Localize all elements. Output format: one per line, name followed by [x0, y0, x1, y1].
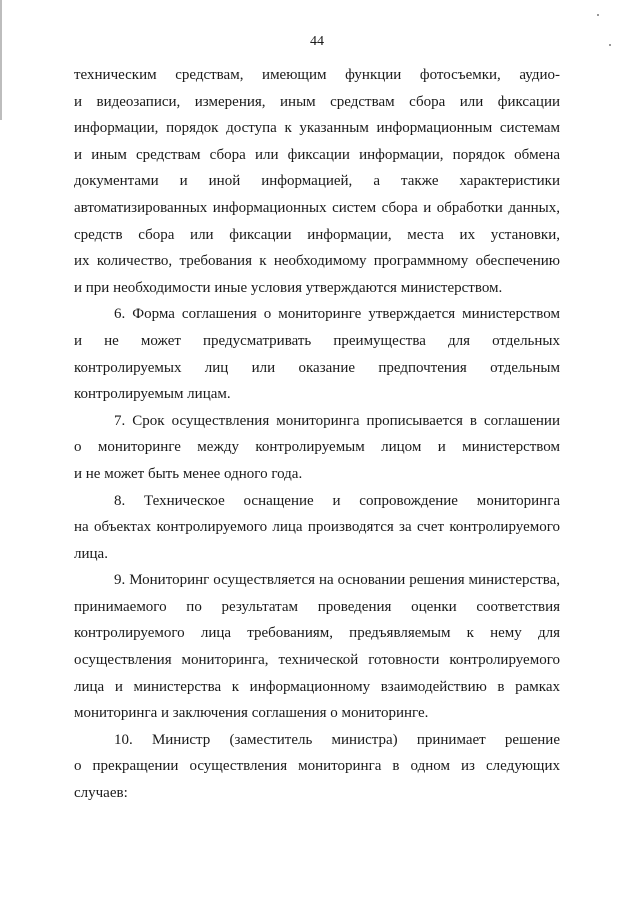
- text-line: на объектах контролируемого лица производятся за счет контролируемого: [74, 519, 560, 536]
- text-line: и иным средствам сбора или фиксации информации, порядок обмена: [74, 146, 560, 163]
- text-line: мониторинга и заключения соглашения о мониторинге.: [74, 705, 429, 722]
- text-line: 7. Срок осуществления мониторинга прописывается в соглашении: [114, 412, 560, 429]
- text-line: лица и министерства к информационному взаимодействию в рамках: [74, 678, 560, 695]
- paragraph-10: [74, 727, 560, 807]
- paragraph-9: [74, 567, 560, 727]
- text-line: осуществления мониторинга, технической готовности контролируемого: [74, 652, 560, 669]
- text-line: документами и иной информацией, а также характеристики: [74, 173, 560, 190]
- page-number: 44: [310, 34, 324, 49]
- text-line: контролируемых лиц или оказание предпочтения отдельным: [74, 359, 560, 376]
- text-line: и не может быть менее одного года.: [74, 465, 303, 482]
- text-line: контролируемого лица требованиям, предъявляемым к нему для: [74, 625, 560, 642]
- paragraph-6: [74, 301, 560, 407]
- text-line: и при необходимости иные условия утверждаются министерством.: [74, 279, 503, 296]
- text-line: о мониторинге между контролируемым лицом и министерством: [74, 439, 560, 456]
- scan-edge-mark: [0, 0, 2, 120]
- text-line: 8. Техническое оснащение и сопровождение мониторинга: [114, 492, 560, 509]
- text-line: техническим средствам, имеющим функции фотосъемки, аудио-: [74, 67, 560, 83]
- paragraph-continuation: [74, 62, 560, 301]
- text-line: лица.: [74, 545, 108, 562]
- text-line: и видеозаписи, измерения, иным средствам сбора или фиксации: [74, 93, 560, 110]
- text-line: случаев:: [74, 785, 128, 802]
- text-line: 10. Министр (заместитель министра) принимает решение: [114, 731, 560, 748]
- text-line: 6. Форма соглашения о мониторинге утверждается министерством: [114, 306, 560, 323]
- text-line: автоматизированных информационных систем сбора и обработки данных,: [74, 199, 560, 216]
- scan-dot: [597, 14, 599, 16]
- text-line: контролируемым лицам.: [74, 386, 231, 403]
- paragraph-8: [74, 488, 560, 568]
- text-line: информации, порядок доступа к указанным информационным системам: [74, 120, 560, 137]
- text-line: 9. Мониторинг осуществляется на основании решения министерства,: [114, 572, 560, 589]
- text-line: средств сбора или фиксации информации, места их установки,: [74, 226, 560, 243]
- text-line: принимаемого по результатам проведения оценки соответствия: [74, 598, 560, 615]
- paragraph-7: [74, 408, 560, 488]
- text-line: о прекращении осуществления мониторинга в одном из следующих: [74, 758, 560, 775]
- text-line: их количество, требования к необходимому программному обеспечению: [74, 253, 560, 270]
- text-line: и не может предусматривать преимущества для отдельных: [74, 332, 560, 349]
- document-body: [74, 62, 560, 807]
